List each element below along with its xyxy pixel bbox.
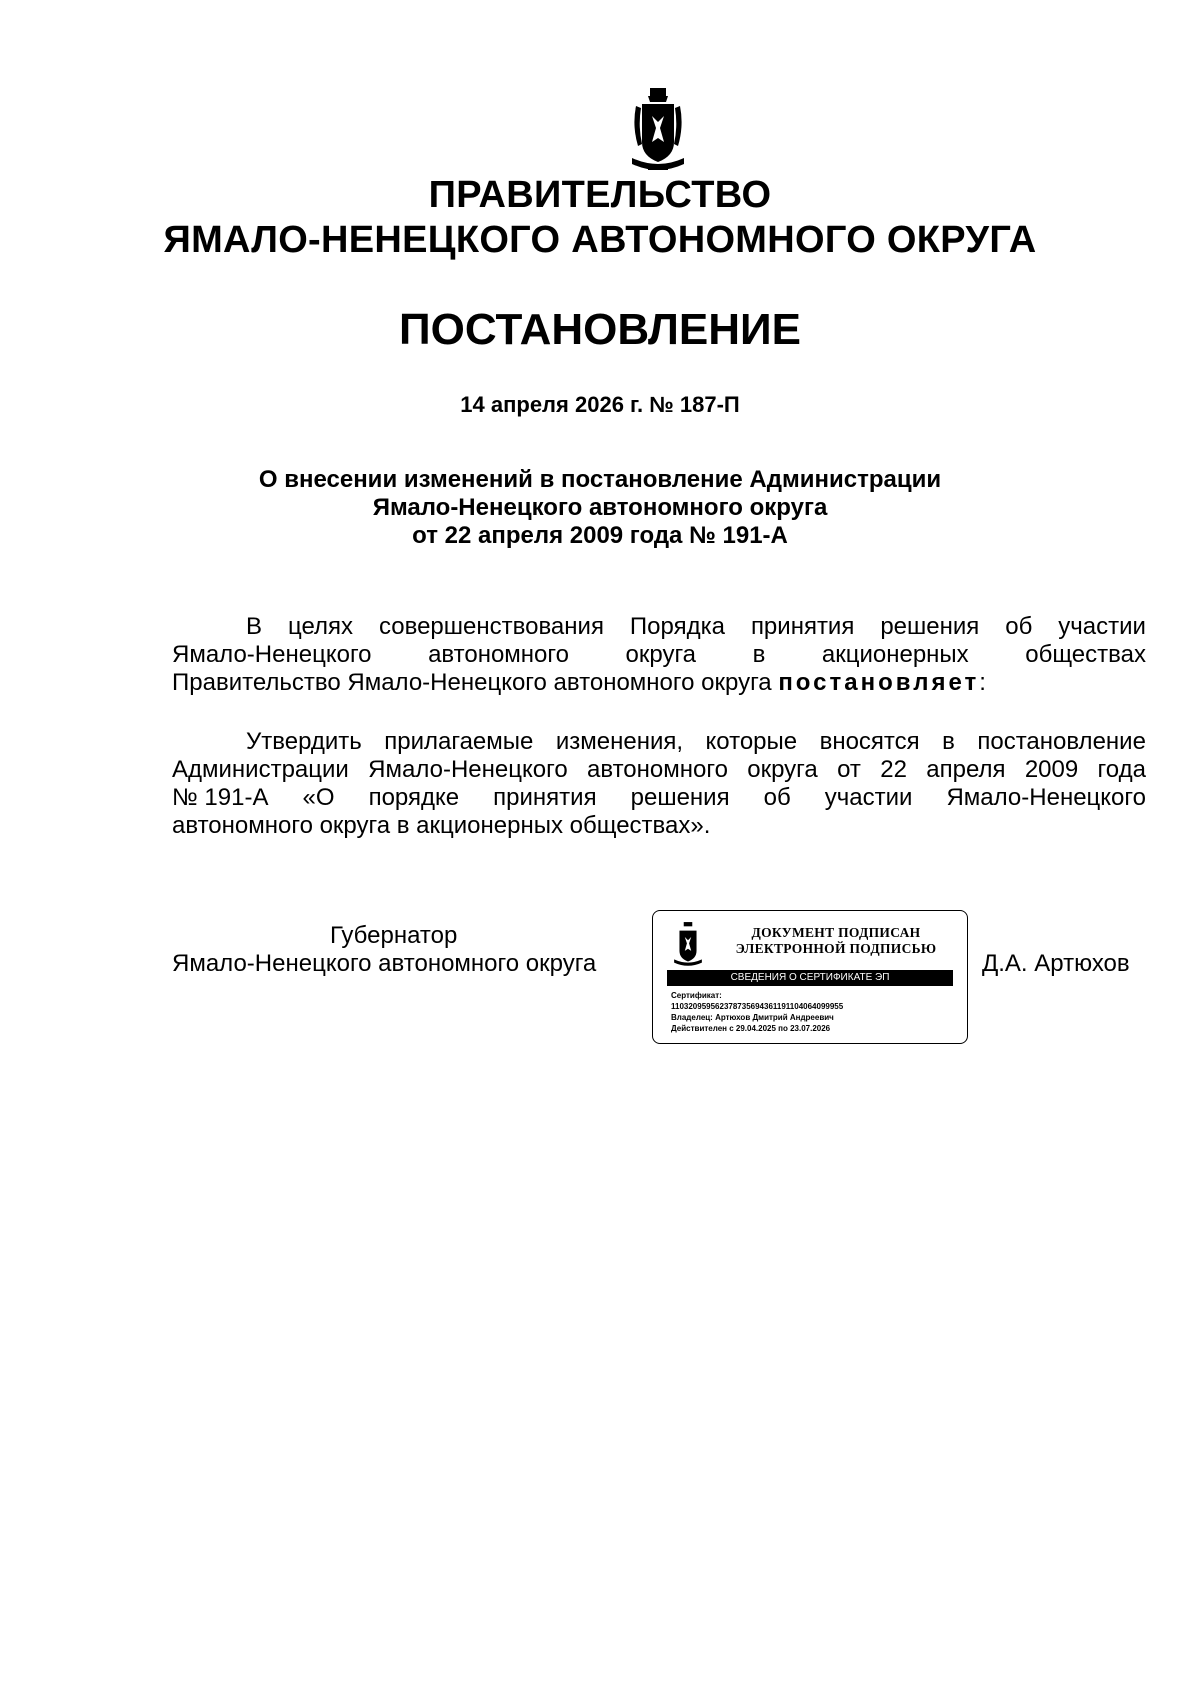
preamble-line3-text: Правительство Ямало-Ненецкого автономного округа xyxy=(172,669,779,696)
stamp-cert-number: 110320959562378735694361191104064099955 xyxy=(671,1002,844,1011)
electronic-signature-stamp xyxy=(652,910,968,1044)
preamble-line3 xyxy=(172,669,1146,697)
preamble-line1 xyxy=(172,613,1146,641)
decision-line1-word: которые xyxy=(705,728,798,755)
subject-line2: Ямало-Ненецкого автономного округа xyxy=(372,494,828,521)
decision-line3-word: принятия xyxy=(493,784,597,811)
decision-line3 xyxy=(172,784,1146,812)
decision-line1-word: прилагаемые xyxy=(384,728,534,755)
date-number: 14 апреля 2026 г. № 187-П xyxy=(460,392,740,417)
decision-line1-word: вносятся xyxy=(819,728,920,755)
preamble-line1-word: целях xyxy=(287,613,354,640)
stamp-validity: Действителен с 29.04.2025 по 23.07.2026 xyxy=(671,1024,831,1033)
preamble-line2-word: акционерных xyxy=(821,641,969,668)
preamble-line1-word: Порядка xyxy=(629,613,725,640)
decision-line4: автономного округа в акционерных обществах». xyxy=(172,812,711,839)
government-title-line1: ПРАВИТЕЛЬСТВО xyxy=(428,174,772,216)
decision-line3-word: № 191-А xyxy=(172,784,269,811)
decision-line3-word: порядке xyxy=(368,784,460,811)
decision-line2-word: 22 xyxy=(880,756,907,783)
coat-of-arms-icon xyxy=(628,86,688,176)
decision-line2-word: округа xyxy=(747,756,818,783)
decree-keyword: постановляет xyxy=(778,669,980,696)
document-subject xyxy=(0,466,1200,550)
preamble-line2-word: в xyxy=(752,641,766,668)
preamble-line2-word: Ямало-Ненецкого xyxy=(172,641,372,668)
decision-line2-word: 2009 xyxy=(1024,756,1079,783)
decision-line2-word: года xyxy=(1097,756,1146,783)
subject-line3: от 22 апреля 2009 года № 191-А xyxy=(412,522,788,549)
decision-line1-word: Утвердить xyxy=(246,728,362,755)
decision-line2 xyxy=(172,756,1146,784)
decision-line3-word: «О xyxy=(302,784,335,811)
document-type: ПОСТАНОВЛЕНИЕ xyxy=(398,305,802,354)
preamble-line1-word: В xyxy=(246,613,263,640)
decision-line3-word: Ямало-Ненецкого xyxy=(946,784,1146,811)
preamble-line2-word: обществах xyxy=(1025,641,1146,668)
decision-line2-word: апреля xyxy=(926,756,1006,783)
preamble-line2 xyxy=(172,641,1146,669)
decision-line1-word: постановление xyxy=(977,728,1146,755)
decision-line1-word: в xyxy=(942,728,955,755)
preamble-line1-word: принятия xyxy=(750,613,855,640)
decision-line3-word: участии xyxy=(824,784,913,811)
stamp-cert-label: Сертификат: xyxy=(671,991,722,1000)
decision-line3-word: решения xyxy=(630,784,730,811)
position-line2: Ямало-Ненецкого автономного округа xyxy=(172,950,597,977)
preamble-line3-end: : xyxy=(979,669,986,696)
preamble-line1-word: решения xyxy=(880,613,980,640)
paragraph-decision xyxy=(172,728,1146,840)
stamp-header-line1: ДОКУМЕНТ ПОДПИСАН xyxy=(751,925,921,940)
preamble-line2-word: округа xyxy=(625,641,697,668)
preamble-line1-word: совершенствования xyxy=(378,613,604,640)
stamp-owner: Владелец: Артюхов Дмитрий Андреевич xyxy=(671,1013,834,1022)
preamble-line2-word: автономного xyxy=(428,641,569,668)
position-line1: Губернатор xyxy=(330,922,458,949)
stamp-header-line2: ЭЛЕКТРОННОЙ ПОДПИСЬЮ xyxy=(735,941,937,956)
stamp-certificate-bar: СВЕДЕНИЯ О СЕРТИФИКАТЕ ЭП xyxy=(667,970,953,986)
decision-line2-word: Администрации xyxy=(172,756,349,783)
paragraph-preamble xyxy=(172,613,1146,697)
preamble-line1-word: об xyxy=(1005,613,1033,640)
decision-line1 xyxy=(172,728,1146,756)
subject-line1: О внесении изменений в постановление Администрации xyxy=(258,466,942,493)
decision-line2-word: от xyxy=(837,756,861,783)
signatory-name: Д.А. Артюхов xyxy=(982,950,1130,977)
decision-line3-word: об xyxy=(763,784,791,811)
government-title-line2: ЯМАЛО-НЕНЕЦКОГО АВТОНОМНОГО ОКРУГА xyxy=(163,219,1037,261)
decision-line2-word: Ямало-Ненецкого xyxy=(368,756,568,783)
decision-line2-word: автономного xyxy=(587,756,728,783)
decision-line1-word: изменения, xyxy=(555,728,684,755)
coat-of-arms-icon xyxy=(671,921,705,969)
signatory-position xyxy=(172,922,596,978)
preamble-line1-word: участии xyxy=(1058,613,1146,640)
